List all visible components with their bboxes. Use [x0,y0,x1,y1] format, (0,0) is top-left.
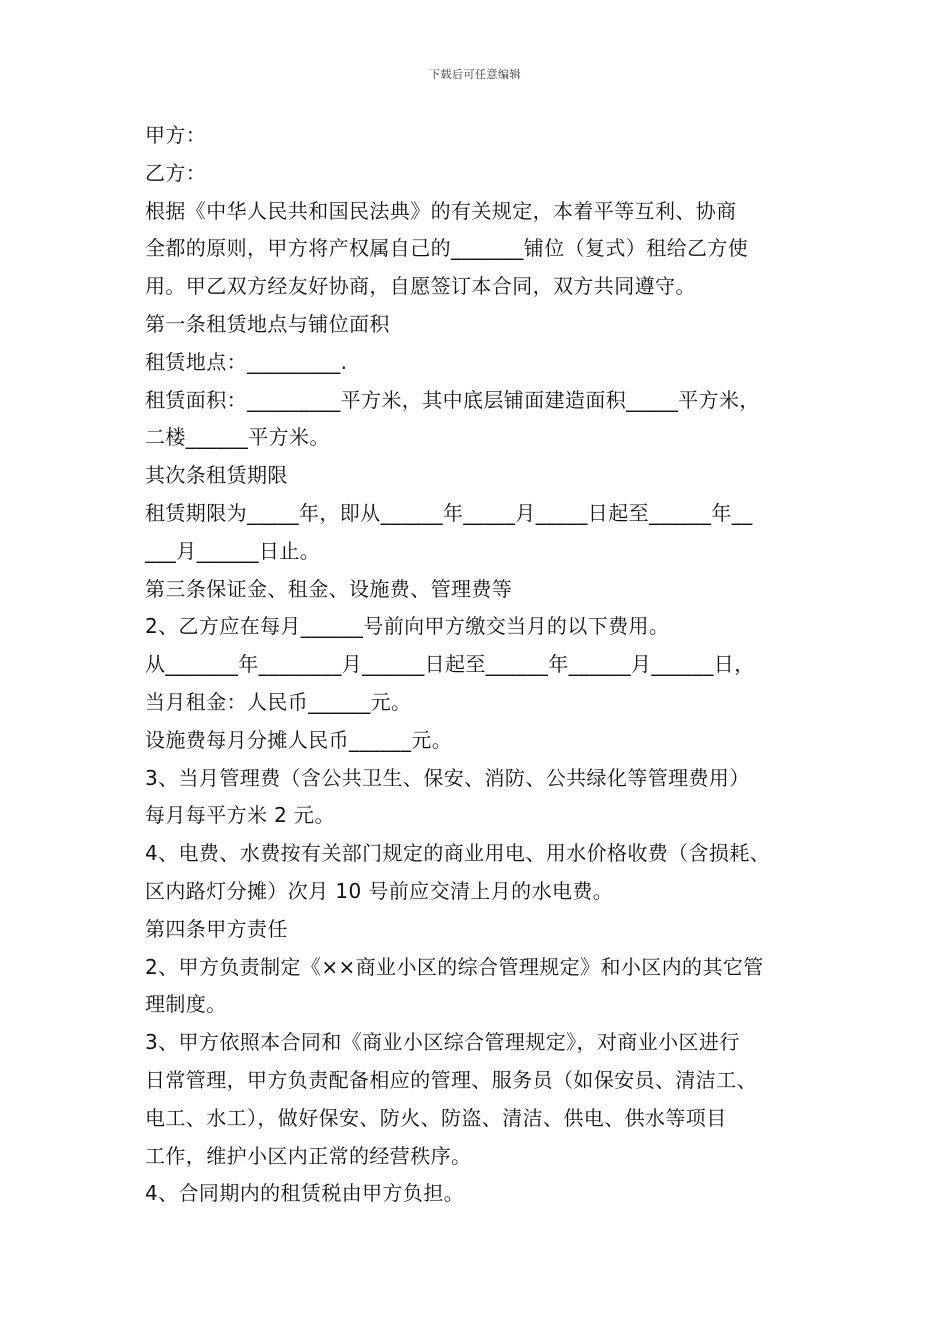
article-1-heading: 第一条租赁地点与铺位面积 [145,311,390,336]
preamble-line-2: 全都的原则，甲方将产权属自己的_______铺位（复式）租给乙方使 [145,236,749,261]
duty-clause-3-line-1: 3、甲方依照本合同和《商业小区综合管理规定》，对商业小区进行 [145,1030,740,1055]
lease-term-line-2: ___月______日止。 [145,538,321,563]
duty-clause-4-line: 4、合同期内的租赁税由甲方负担。 [145,1181,465,1206]
management-fee-line-2: 每月每平方米 2 元。 [145,803,335,828]
management-fee-line-1: 3、当月管理费（含公共卫生、保安、消防、公共绿化等管理费用） [145,765,750,790]
lease-area-line-2: 二楼______平方米。 [145,425,330,450]
monthly-rent-line: 当月租金：人民币______元。 [145,689,412,714]
article-3-heading: 第三条保证金、租金、设施费、管理费等 [145,576,513,601]
duty-clause-2-line-2: 理制度。 [145,992,227,1017]
lease-term-line-1: 租赁期限为_____年，即从______年_____月_____日起至______年__ [145,500,753,525]
document-body [145,117,825,1213]
duty-clause-3-line-2: 日常管理，甲方负责配备相应的管理、服务员（如保安员、清洁工、 [145,1067,757,1092]
lease-area-line-1: 租赁面积：_________平方米，其中底层铺面建造面积_____平方米， [145,387,760,412]
party-a-line: 甲方： [145,123,207,147]
preamble-line-1: 根据《中华人民共和国民法典》的有关规定，本着平等互利、协商 [145,198,737,223]
facility-fee-line: 设施费每月分摊人民币______元。 [145,727,453,752]
header-note: 下载后可任意编辑 [429,68,521,81]
duty-clause-2-line-1: 2、甲方负责制定《××商业小区的综合管理规定》和小区内的其它管 [145,954,764,979]
preamble-line-3: 用。甲乙双方经友好协商，自愿签订本合同，双方共同遵守。 [145,274,696,299]
article-2-heading: 其次条租赁期限 [145,463,288,488]
duty-clause-3-line-4: 工作，维护小区内正常的经营秩序。 [145,1143,472,1168]
payment-period-line: 从_______年________月______日起至______年______月______日， [145,652,755,677]
duty-clause-3-line-3: 电工、水工），做好保安、防火、防盗、清洁、供电、供水等项目 [145,1105,727,1130]
utility-fee-line-1: 4、电费、水费按有关部门规定的商业用电、用水价格收费（含损耗、 [145,841,771,866]
party-b-line: 乙方： [145,160,207,185]
article-4-heading: 第四条甲方责任 [145,916,288,941]
lease-location-line: 租赁地点：_________. [145,349,348,374]
utility-fee-line-2: 区内路灯分摊）次月 10 号前应交清上月的水电费。 [145,878,614,903]
payment-clause-2: 2、乙方应在每月______号前向甲方缴交当月的以下费用。 [145,614,670,639]
